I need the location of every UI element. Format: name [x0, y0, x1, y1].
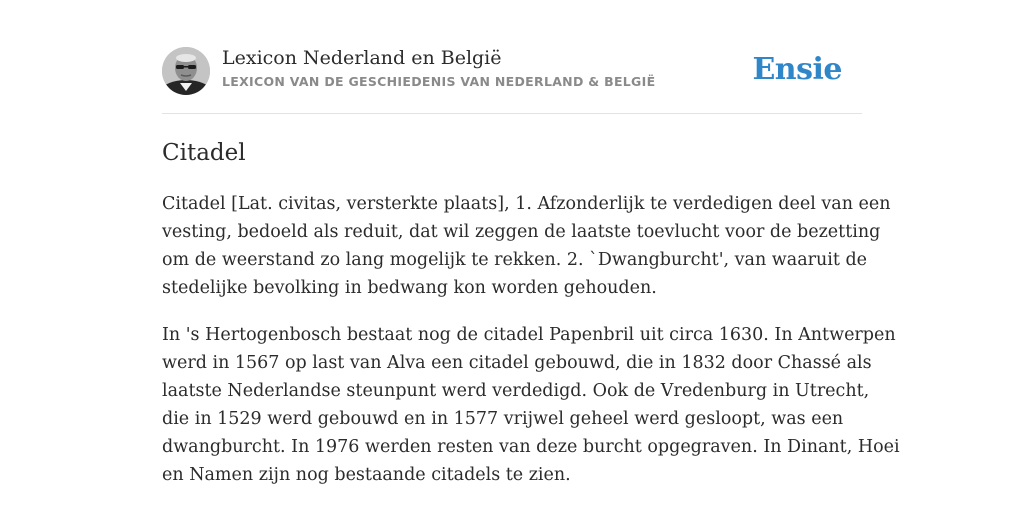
site-name[interactable]: Lexicon Nederland en België — [222, 47, 502, 69]
paragraph-line: In 's Hertogenbosch bestaat nog de citadel Papenbril uit circa 1630. In Antwerpen — [162, 325, 896, 345]
paragraph-line: die in 1529 werd gebouwd en in 1577 vrijwel geheel werd gesloopt, was een — [162, 409, 844, 429]
paragraph-line: laatste Nederlandse steunpunt werd verdedigd. Ook de Vredenburg in Utrecht, — [162, 381, 870, 401]
brand-logo[interactable]: Ensie — [752, 52, 842, 87]
article-paragraph-1 — [162, 190, 891, 302]
paragraph-line: werd in 1567 op last van Alva een citadel gebouwd, die in 1832 door Chassé als — [162, 353, 872, 373]
paragraph-line: vesting, bedoeld als reduit, dat wil zeggen de laatste toevlucht voor de bezetting — [162, 222, 881, 242]
header-divider — [162, 113, 862, 114]
paragraph-line: om de weerstand zo lang mogelijk te rekken. 2. `Dwangburcht', van waaruit de — [162, 250, 868, 270]
author-avatar[interactable] — [162, 47, 210, 95]
author-photo-icon — [162, 47, 210, 95]
paragraph-line: stedelijke bevolking in bedwang kon worden gehouden. — [162, 278, 657, 298]
header — [162, 46, 862, 96]
paragraph-line: en Namen zijn nog bestaande citadels te zien. — [162, 465, 571, 485]
paragraph-line: dwangburcht. In 1976 werden resten van deze burcht opgegraven. In Dinant, Hoei — [162, 437, 900, 457]
paragraph-line: Citadel [Lat. civitas, versterkte plaats], 1. Afzonderlijk te verdedigen deel van een — [162, 194, 891, 214]
article-paragraph-2 — [162, 321, 900, 489]
article-title: Citadel — [162, 140, 246, 166]
site-subtitle: LEXICON VAN DE GESCHIEDENIS VAN NEDERLAND & BELGIË — [222, 74, 656, 89]
